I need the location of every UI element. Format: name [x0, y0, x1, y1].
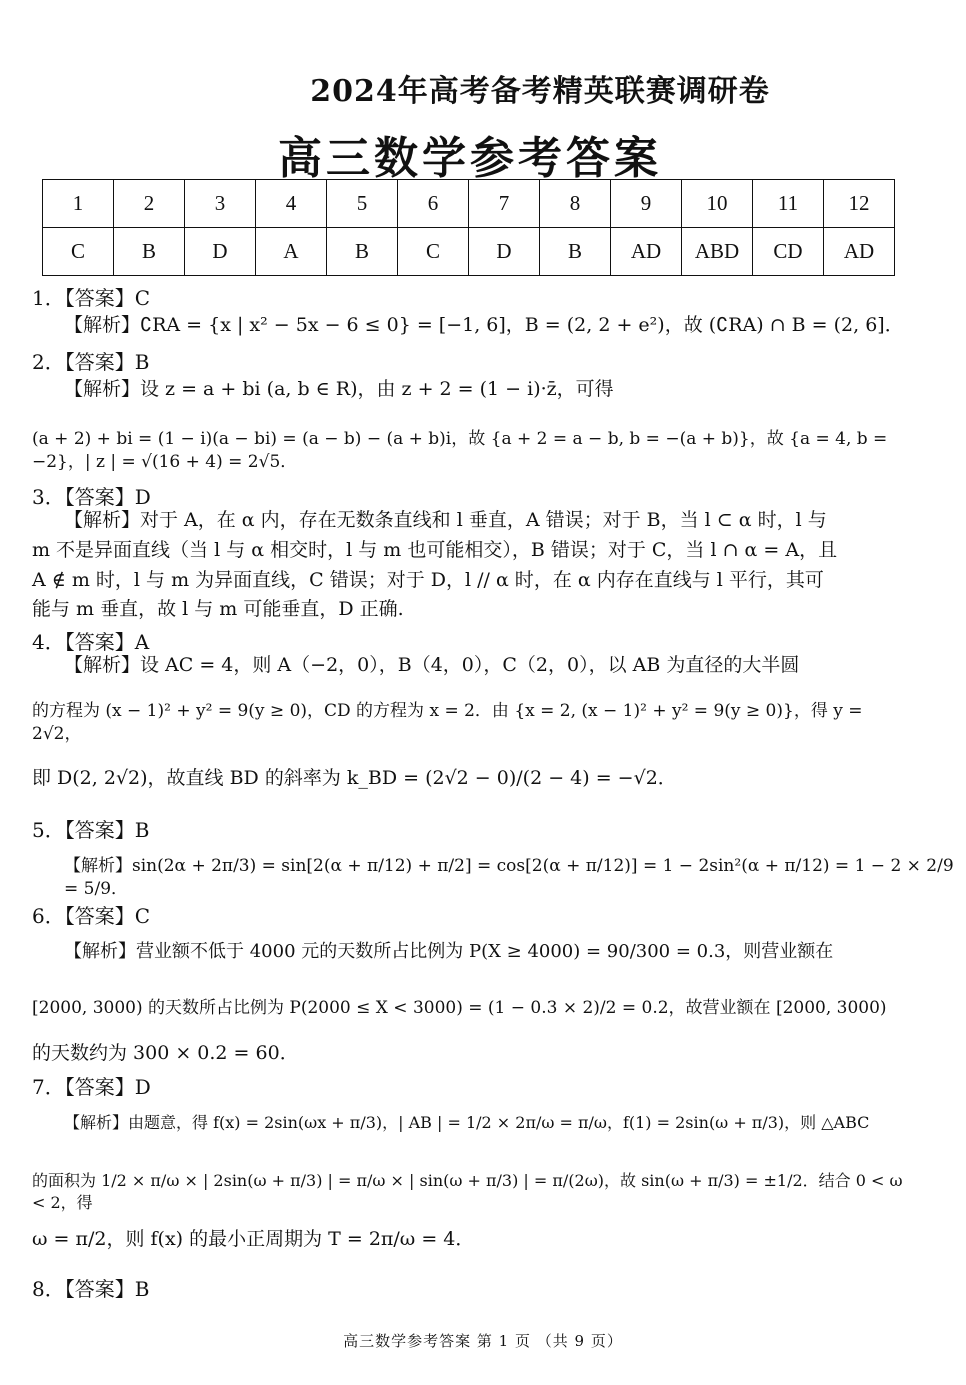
answer-cell: D	[185, 228, 256, 276]
explanation-line: m 不是异面直线（当 l 与 α 相交时，l 与 m 也可能相交），B 错误；对于 C，当 l ∩ α = A，且	[32, 539, 838, 561]
explanation-line: A ∉ m 时，l 与 m 为异面直线，C 错误；对于 D，l // α 时，在 α 内存在直线与 l 平行，其可	[32, 569, 824, 591]
question-number-cell: 7	[469, 180, 540, 228]
answer-cell: C	[398, 228, 469, 276]
explanation-line: 【解析】设 AC = 4，则 A（−2，0），B（4，0），C（2，0），以 AB 为直径的大半圆	[64, 654, 800, 676]
answer-heading-8: 8．【答案】B	[32, 1277, 150, 1301]
explanation-line: 的天数约为 300 × 0.2 = 60．	[32, 1042, 299, 1064]
question-number-cell: 9	[611, 180, 682, 228]
answer-table-number-row	[43, 180, 895, 228]
answer-table-answer-row	[43, 228, 895, 276]
answer-cell: CD	[753, 228, 824, 276]
answer-cell: B	[114, 228, 185, 276]
explanation-line: (a + 2) + bi = (1 − i)(a − bi) = (a − b) − (a + b)i，故 {a + 2 = a − b, b = −(a + b)}，故 {a = 4, b = −2}，| z | = √(16 + 4) = 2√5．	[32, 429, 888, 472]
explanation-line: 【解析】∁RA = {x | x² − 5x − 6 ≤ 0} = [−1, 6]，B = (2, 2 + e²)，故 (∁RA) ∩ B = (2, 6]．	[64, 314, 904, 336]
answer-heading-3: 3．【答案】D	[32, 485, 151, 509]
paper-title: 2024年高考备考精英联赛调研卷	[310, 74, 770, 109]
answer-heading-1: 1．【答案】C	[32, 286, 151, 310]
explanation-line: 【解析】对于 A，在 α 内，存在无数条直线和 l 垂直，A 错误；对于 B，当 l ⊂ α 时，l 与	[64, 509, 827, 531]
question-number-cell: 3	[185, 180, 256, 228]
answer-heading-5: 5．【答案】B	[32, 818, 150, 842]
answer-table	[42, 179, 895, 276]
explanation-line: ω = π/2，则 f(x) 的最小正周期为 T = 2π/ω = 4．	[32, 1228, 475, 1250]
explanation-line: 【解析】由题意，得 f(x) = 2sin(ωx + π/3)，| AB | = 1/2 × 2π/ω = π/ω，f(1) = 2sin(ω + π/3)，则 △ABC	[64, 1113, 870, 1132]
answer-heading-2: 2．【答案】B	[32, 350, 150, 374]
answer-heading-4: 4．【答案】A	[32, 630, 150, 654]
answer-cell: D	[469, 228, 540, 276]
question-number-cell: 8	[540, 180, 611, 228]
answer-heading-6: 6．【答案】C	[32, 904, 151, 928]
question-number-cell: 1	[43, 180, 114, 228]
answer-cell: AD	[611, 228, 682, 276]
answer-cell: B	[540, 228, 611, 276]
question-number-cell: 4	[256, 180, 327, 228]
page-footer: 高三数学参考答案 第 1 页 （共 9 页）	[343, 1332, 623, 1350]
paper-subtitle: 高三数学参考答案	[278, 133, 662, 184]
explanation-line: 能与 m 垂直，故 l 与 m 可能垂直，D 正确.	[32, 598, 404, 620]
answer-heading-7: 7．【答案】D	[32, 1075, 151, 1099]
answer-cell: ABD	[682, 228, 753, 276]
answer-cell: AD	[824, 228, 895, 276]
explanation-line: [2000, 3000) 的天数所占比例为 P(2000 ≤ X < 3000) = (1 − 0.3 × 2)/2 = 0.2，故营业额在 [2000, 3000)	[32, 998, 887, 1018]
question-number-cell: 6	[398, 180, 469, 228]
question-number-cell: 12	[824, 180, 895, 228]
question-number-cell: 2	[114, 180, 185, 228]
explanation-line: 即 D(2, 2√2)，故直线 BD 的斜率为 k_BD = (2√2 − 0)/(2 − 4) = −√2．	[32, 767, 677, 789]
question-number-cell: 11	[753, 180, 824, 228]
explanation-line: 的方程为 (x − 1)² + y² = 9(y ≥ 0)，CD 的方程为 x = 2．由 {x = 2, (x − 1)² + y² = 9(y ≥ 0)}，得 y = 2√2，	[32, 701, 863, 744]
answer-cell: C	[43, 228, 114, 276]
explanation-line: 【解析】设 z = a + bi (a, b ∈ R)，由 z + 2 = (1 − i)·z̄，可得	[64, 378, 614, 400]
question-number-cell: 10	[682, 180, 753, 228]
answer-cell: B	[327, 228, 398, 276]
question-number-cell: 5	[327, 180, 398, 228]
explanation-line: 【解析】sin(2α + 2π/3) = sin[2(α + π/12) + π/2] = cos[2(α + π/12)] = 1 − 2sin²(α + π/12) = 1 − 2 × 2/9 = 5/9．	[64, 856, 954, 899]
explanation-line: 的面积为 1/2 × π/ω × | 2sin(ω + π/3) | = π/ω × | sin(ω + π/3) | = π/(2ω)，故 sin(ω + π/3) = ±1/2．结合 0 < ω < 2，得	[32, 1171, 903, 1212]
explanation-line: 【解析】营业额不低于 4000 元的天数所占比例为 P(X ≥ 4000) = 90/300 = 0.3，则营业额在	[64, 941, 834, 962]
answer-cell: A	[256, 228, 327, 276]
